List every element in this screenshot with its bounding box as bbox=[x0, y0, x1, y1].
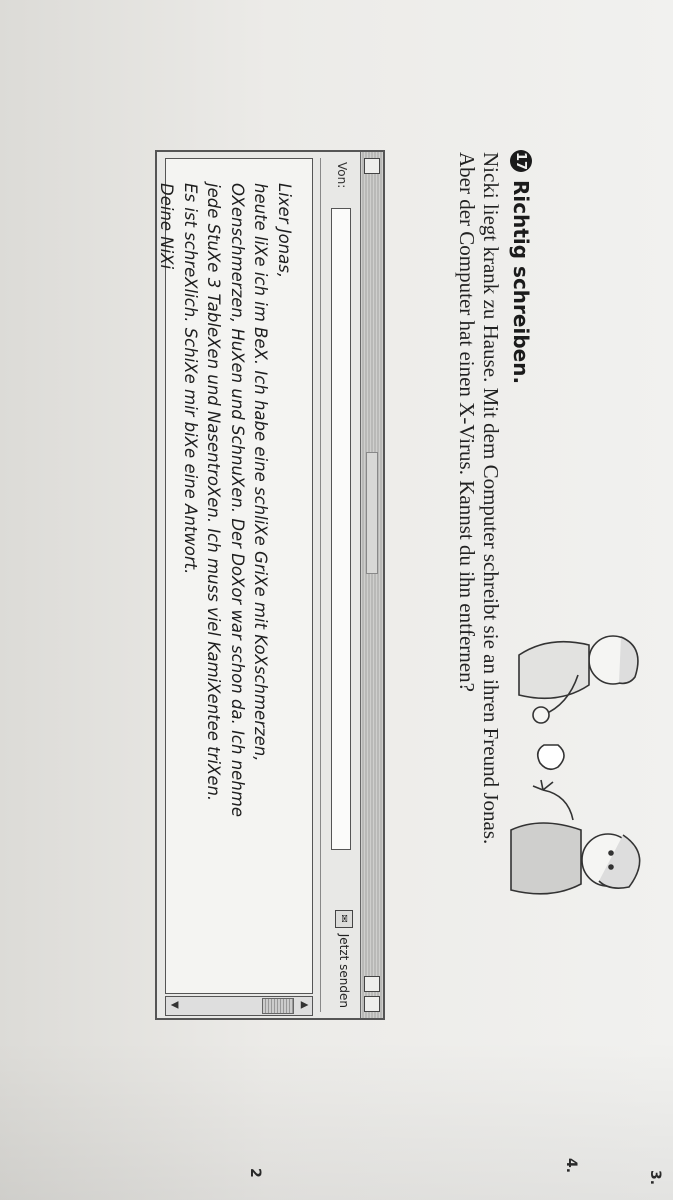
letter-text bbox=[155, 183, 296, 817]
from-label: Von: bbox=[335, 162, 349, 189]
letter-line: OXenschmerzen, HuXen und SchnuXen. Der DoXor war schon da. Ich nehme bbox=[228, 183, 247, 818]
window-titlebar[interactable] bbox=[360, 152, 383, 1018]
margin-item-2: 2 bbox=[247, 1168, 263, 1178]
from-field[interactable] bbox=[331, 208, 351, 850]
window-collapse-icon[interactable] bbox=[364, 996, 380, 1012]
send-icon: ✉ bbox=[335, 910, 353, 928]
send-button[interactable] bbox=[335, 910, 353, 1008]
header-divider bbox=[320, 158, 321, 1012]
margin-item-3: 3. bbox=[647, 1170, 663, 1186]
exercise-intro bbox=[455, 152, 503, 845]
margin-item-4: 4. bbox=[563, 1158, 579, 1174]
exercise-heading bbox=[509, 150, 533, 384]
intro-line: Aber der Computer hat einen X-Virus. Kannst du ihn entfernen? bbox=[455, 152, 479, 692]
from-row bbox=[325, 162, 353, 1008]
titlebar-grip bbox=[366, 452, 378, 574]
message-body[interactable] bbox=[157, 158, 313, 994]
send-button-label: Jetzt senden bbox=[337, 933, 351, 1008]
window-zoom-icon[interactable] bbox=[364, 976, 380, 992]
letter-line: Es ist schreXlich. SchiXe mir biXe eine Antwort. bbox=[181, 183, 200, 575]
exercise-title: Richtig schreiben. bbox=[509, 180, 533, 385]
mail-window bbox=[155, 150, 385, 1020]
vertical-scrollbar[interactable] bbox=[165, 996, 313, 1016]
scroll-up-arrow-icon[interactable]: ▲ bbox=[299, 1001, 310, 1009]
letter-line: Deine NiXi bbox=[157, 183, 177, 270]
window-close-icon[interactable] bbox=[364, 158, 380, 174]
letter-line: heute liXe ich im BeX. Ich habe eine schliXe GriXe mit KoXschmerzen, bbox=[251, 183, 271, 762]
scroll-down-arrow-icon[interactable]: ▼ bbox=[169, 1001, 180, 1009]
letter-line: Lixer Jonas, bbox=[275, 183, 294, 279]
scroll-thumb[interactable] bbox=[262, 998, 294, 1014]
intro-line: Nicki liegt krank zu Hause. Mit dem Computer schreibt sie an ihren Freund Jonas. bbox=[479, 152, 503, 845]
exercise-number-badge: 17 bbox=[510, 150, 532, 172]
letter-line: jede StuXe 3 TableXen und NasentroXen. Ich muss viel KamiXentee triXen. bbox=[204, 183, 224, 802]
children-illustration bbox=[503, 615, 653, 905]
